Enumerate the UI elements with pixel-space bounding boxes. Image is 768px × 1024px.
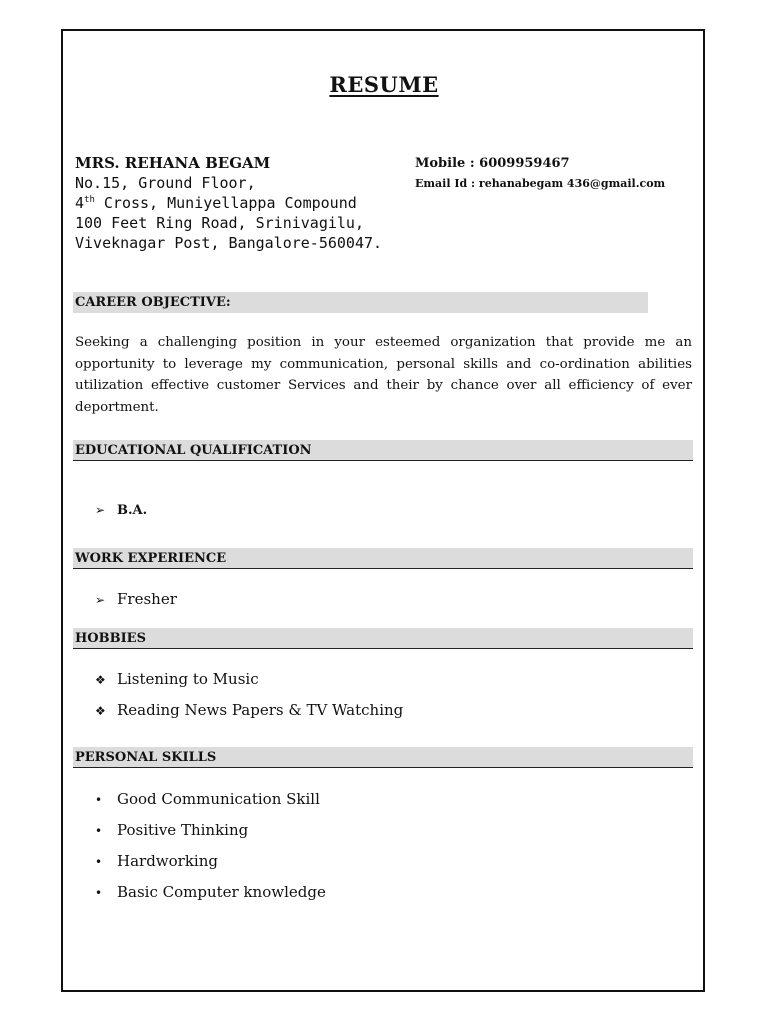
arrow-bullet-icon: ➢ [95, 593, 106, 607]
list-item [95, 820, 326, 851]
education-list [95, 499, 147, 530]
list-item [95, 851, 326, 882]
career-objective-text: Seeking a challenging position in your esteemed organization that provide me an opportunity to leverage my communication, personal skills and co-ordination abilities utilization effective customer Services and their by chance over all efficiency of ever deportment. [75, 335, 692, 415]
dot-bullet-icon: • [95, 855, 103, 869]
address-line-1: No.15, Ground Floor, [75, 174, 256, 192]
education-item: B.A. [117, 503, 148, 518]
skill-item: Hardworking [117, 852, 218, 870]
address-line-3: 100 Feet Ring Road, Srinivagilu, [75, 214, 364, 232]
list-item [95, 700, 403, 731]
section-hobbies: HOBBIES [73, 628, 693, 649]
arrow-bullet-icon: ➢ [95, 503, 106, 517]
dot-bullet-icon: • [95, 824, 103, 838]
diamond-bullet-icon: ❖ [95, 704, 106, 718]
skill-item: Basic Computer knowledge [117, 883, 326, 901]
hobbies-list [95, 669, 403, 731]
candidate-name: MRS. REHANA BEGAM [75, 154, 271, 172]
address-line-2-rest: Cross, Muniyellappa Compound [94, 194, 357, 212]
skill-item: Good Communication Skill [117, 790, 320, 808]
address-line-2 [75, 193, 382, 213]
list-item [95, 669, 403, 700]
work-list [95, 589, 177, 620]
work-item: Fresher [117, 590, 177, 608]
list-item [95, 589, 177, 620]
address-line-2-suffix: th [84, 195, 95, 205]
contact-block [415, 155, 665, 191]
section-career-objective: CAREER OBJECTIVE: [73, 292, 648, 313]
section-education: EDUCATIONAL QUALIFICATION [73, 440, 693, 461]
skill-item: Positive Thinking [117, 821, 249, 839]
hobby-item: Listening to Music [117, 670, 259, 688]
dot-bullet-icon: • [95, 886, 103, 900]
section-work-experience: WORK EXPERIENCE [73, 548, 693, 569]
hobby-item: Reading News Papers & TV Watching [117, 701, 404, 719]
dot-bullet-icon: • [95, 793, 103, 807]
address-line-4: Viveknagar Post, Bangalore-560047. [75, 234, 383, 252]
list-item [95, 882, 326, 913]
list-item [95, 499, 147, 530]
mobile-number: Mobile : 6009959467 [415, 156, 570, 171]
document-title: RESUME [329, 72, 439, 97]
skills-list [95, 789, 326, 913]
address-block [75, 173, 382, 253]
list-item [95, 789, 326, 820]
diamond-bullet-icon: ❖ [95, 673, 106, 687]
section-personal-skills: PERSONAL SKILLS [73, 747, 693, 768]
address-line-2-number: 4 [75, 194, 85, 212]
email-address: Email Id : rehanabegam 436@gmail.com [415, 177, 666, 190]
